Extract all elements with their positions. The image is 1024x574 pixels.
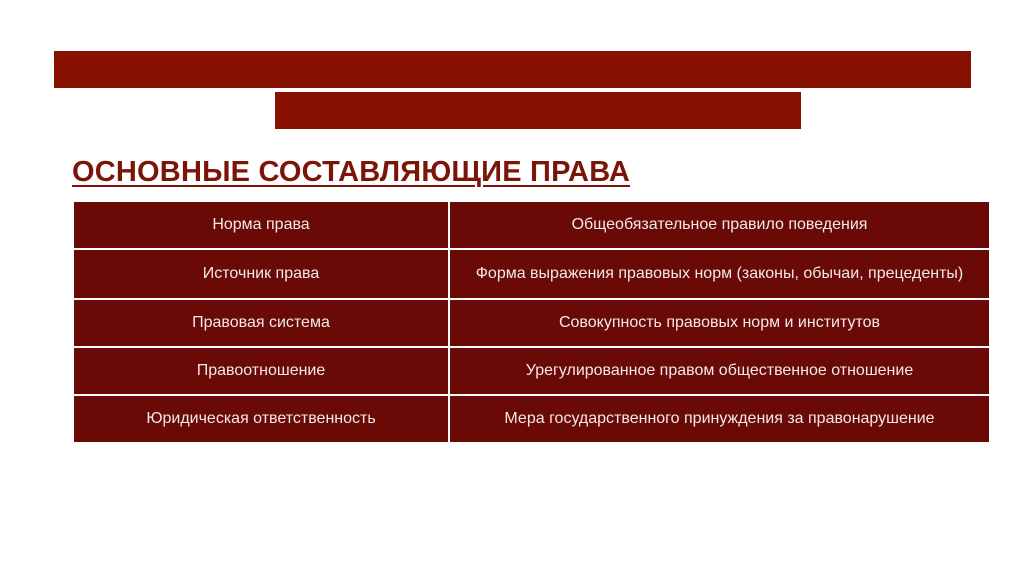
- table-row: [74, 202, 989, 249]
- definition-cell: Урегулированное правом общественное отношение: [449, 347, 989, 395]
- table-row: [74, 395, 989, 442]
- header-banner-top: [54, 51, 971, 88]
- definitions-table: [74, 202, 989, 442]
- term-cell: Правовая система: [74, 299, 449, 347]
- term-cell: Норма права: [74, 202, 449, 249]
- slide-title: ОСНОВНЫЕ СОСТАВЛЯЮЩИЕ ПРАВА: [72, 156, 631, 188]
- definition-cell: Мера государственного принуждения за правонарушение: [449, 395, 989, 442]
- term-cell: Правоотношение: [74, 347, 449, 395]
- header-banner-second: [275, 92, 801, 129]
- term-cell: Источник права: [74, 249, 449, 299]
- definition-cell: Общеобязательное правило поведения: [449, 202, 989, 249]
- definition-cell: Совокупность правовых норм и институтов: [449, 299, 989, 347]
- term-cell: Юридическая ответственность: [74, 395, 449, 442]
- table-row: [74, 347, 989, 395]
- definition-cell: Форма выражения правовых норм (законы, обычаи, прецеденты): [449, 249, 989, 299]
- table-row: [74, 249, 989, 299]
- table-row: [74, 299, 989, 347]
- definitions-table-container: [74, 202, 987, 440]
